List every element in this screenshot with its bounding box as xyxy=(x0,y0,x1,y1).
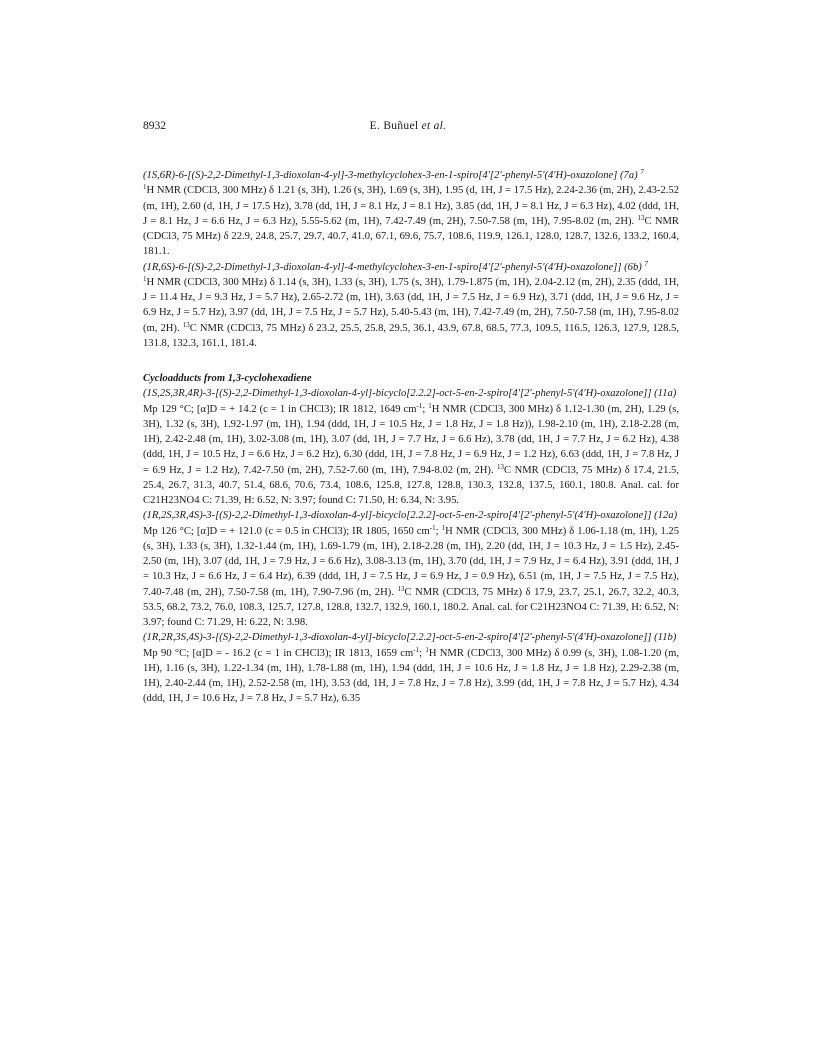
isotope-superscript: 1 xyxy=(441,523,446,532)
characterization-data xyxy=(143,402,679,509)
compound-title xyxy=(143,260,679,275)
compound-entry-11a xyxy=(143,386,679,508)
separator-text: ; xyxy=(435,525,442,537)
isotope-superscript: 1 xyxy=(143,274,147,283)
isotope-superscript: 13 xyxy=(497,462,505,471)
reference-marker: 7 xyxy=(644,259,648,268)
unit-superscript: -1 xyxy=(416,401,423,410)
compound-title-text: (1R,6S)-6-[(S)-2,2-Dimethyl-1,3-dioxolan-4-yl]-4-methylcyclohex-3-en-1-spiro[4'[2'-phenyl-5'(4'H)-oxazolone]] (6b) xyxy=(143,261,642,273)
characterization-data xyxy=(143,524,679,631)
isotope-superscript: 13 xyxy=(397,584,405,593)
isotope-superscript: 1 xyxy=(143,183,147,192)
compound-title xyxy=(143,168,679,183)
separator-text: ; xyxy=(419,647,426,659)
isotope-superscript: 1 xyxy=(428,401,432,410)
c-nmr-text: C NMR (CDCl3, 75 MHz) δ 17.4, 21.5, 25.4, 26.7, 31.3, 40.7, 51.4, 68.6, 70.6, 73.4, 108.6, 125.8, 127.8, 128.8, 130.3, 132.8, 137.5, 160.1, 180.8. Anal. cal. for C21H23NO4 C: 71.39, H: 6.52, N: 3.97; found C: 71.50, H: 6.34, N: 3.95. xyxy=(143,464,679,506)
compound-title: (1S,2S,3R,4R)-3-[(S)-2,2-Dimethyl-1,3-dioxolan-4-yl]-bicyclo[2.2.2]-oct-5-en-2-spiro[4'[2'-phenyl-5'(4'H)-oxazolone]] (11a) xyxy=(143,388,677,400)
h-nmr-text: H NMR (CDCl3, 300 MHz) δ 1.12-1.30 (m, 2H), 1.29 (s, 3H), 1.32 (s, 3H), 1.92-1.97 (m, 1H), 1.94 (ddd, 1H, J = 10.5 Hz, J = 1.8 Hz, J = 1.8 Hz)), 1.98-2.10 (m, 1H), 2.18-2.28 (m, 1H), 2.42-2.48 (m, 1H), 3.02-3.08 (m, 1H), 3.07 (dd, 1H, J = 7.7 Hz, J = 6.6 Hz), 3.78 (dd, 1H, J = 7.7 Hz, J = 6.2 Hz), 4.38 (ddd, 1H, J = 10.5 Hz, J = 6.6 Hz, J = 6.2 Hz), 6.30 (ddd, 1H, J = 7.8 Hz, J = 6.9 Hz, J = 1.2 Hz), 6.63 (ddd, 1H, J = 7.8 Hz, J = 6.9 Hz, J = 1.2 Hz), 7.42-7.50 (m, 2H), 7.52-7.60 (m, 1H), 7.94-8.02 (m, 2H). xyxy=(143,403,679,476)
section-heading: Cycloadducts from 1,3-cyclohexadiene xyxy=(143,373,312,384)
running-head-author: E. Buñuel xyxy=(369,120,419,132)
mp-ir-text: Mp 126 °C; [α]D = + 121.0 (c = 0.5 in CHCl3); IR 1805, 1650 cm xyxy=(143,525,430,537)
isotope-superscript: 13 xyxy=(637,213,645,222)
running-head-et-al: et al. xyxy=(421,120,447,132)
isotope-superscript: 1 xyxy=(425,645,429,654)
c-nmr-text: C NMR (CDCl3, 75 MHz) δ 22.9, 24.8, 25.7, 29.7, 40.7, 41.0, 67.1, 69.6, 75.7, 108.6, 119.9, 126.1, 128.0, 128.7, 132.6, 133.2, 160.4, 181.1. xyxy=(143,215,679,258)
compound-entry-12a xyxy=(143,508,679,630)
unit-superscript: -1 xyxy=(429,523,436,532)
compound-title: (1R,2S,3R,4S)-3-[(S)-2,2-Dimethyl-1,3-dioxolan-4-yl]-bicyclo[2.2.2]-oct-5-en-2-spiro[4'[2'-phenyl-5'(4'H)-oxazolone]] (12a) xyxy=(143,510,678,522)
h-nmr-text: H NMR (CDCl3, 300 MHz) δ 0.99 (s, 3H), 1.08-1.20 (m, 1H), 1.16 (s, 3H), 1.22-1.34 (m, 1H), 1.78-1.88 (m, 1H), 1.94 (ddd, 1H, J = 10.6 Hz, J = 1.8 Hz, J = 1.8 Hz), 2.29-2.38 (m, 1H), 2.40-2.44 (m, 1H), 2.52-2.58 (m, 1H), 3.53 (dd, 1H, J = 7.8 Hz, J = 7.8 Hz), 3.99 (dd, 1H, J = 7.8 Hz, J = 5.7 Hz), 4.34 (ddd, 1H, J = 10.6 Hz, J = 7.8 Hz, J = 5.7 Hz), 6.35 xyxy=(143,647,680,705)
running-head xyxy=(0,120,816,132)
c-nmr-text: C NMR (CDCl3, 75 MHz) δ 23.2, 25.5, 25.8, 29.5, 36.1, 43.9, 67.8, 68.5, 77.3, 109.5, 116.5, 126.3, 127.9, 128.5, 131.8, 132.3, 161.1, 181.4. xyxy=(143,322,679,349)
article-body xyxy=(143,168,679,707)
compound-title-text: (1S,6R)-6-[(S)-2,2-Dimethyl-1,3-dioxolan-4-yl]-3-methylcyclohex-3-en-1-spiro[4'[2'-phenyl-5'(4'H)-oxazolone] (7a) xyxy=(143,170,638,181)
compound-entry-7a xyxy=(143,168,679,260)
nmr-data xyxy=(143,275,679,351)
reference-marker: 7 xyxy=(640,168,644,176)
compound-entry-11b xyxy=(143,630,679,706)
separator-text: ; xyxy=(422,403,429,415)
nmr-data xyxy=(143,183,679,259)
characterization-data xyxy=(143,646,679,707)
c-nmr-text: C NMR (CDCl3, 75 MHz) δ 17.9, 23.7, 25.1, 26.7, 32.2, 40.3, 53.5, 68.2, 73.2, 76.0, 108.3, 125.7, 127.8, 128.8, 132.7, 132.9, 160.1, 180.2. Anal. cal. for C21H23NO4 C: 71.39, H: 6.52, N: 3.97; found C: 71.29, H: 6.22, N: 3.98. xyxy=(143,586,679,628)
mp-ir-text: Mp 90 °C; [α]D = - 16.2 (c = 1 in CHCl3); IR 1813, 1659 cm xyxy=(143,647,414,659)
isotope-superscript: 13 xyxy=(182,320,190,329)
compound-entry-6b xyxy=(143,260,679,352)
h-nmr-text: H NMR (CDCl3, 300 MHz) δ 1.14 (s, 3H), 1.33 (s, 3H), 1.75 (s, 3H), 1.79-1.875 (m, 1H), 2.04-2.12 (m, 2H), 2.35 (ddd, 1H, J = 11.4 Hz, J = 9.3 Hz, J = 5.7 Hz), 2.65-2.72 (m, 1H), 3.63 (dd, 1H, J = 7.5 Hz, J = 6.9 Hz), 3.71 (ddd, 1H, J = 9.6 Hz, J = 6.9 Hz, J = 5.7 Hz), 3.97 (dd, 1H, J = 7.5 Hz, J = 5.7 Hz), 5.40-5.43 (m, 1H), 7.42-7.49 (m, 2H), 7.50-7.58 (m, 1H), 7.95-8.02 (m, 2H). xyxy=(143,276,679,334)
page-number: 8932 xyxy=(143,120,166,132)
compound-title: (1R,2R,3S,4S)-3-[(S)-2,2-Dimethyl-1,3-dioxolan-4-yl]-bicyclo[2.2.2]-oct-5-en-2-spiro[4'[2'-phenyl-5'(4'H)-oxazolone]] (11b) xyxy=(143,632,677,644)
mp-ir-text: Mp 129 °C; [α]D = + 14.2 (c = 1 in CHCl3); IR 1812, 1649 cm xyxy=(143,403,417,415)
h-nmr-text: H NMR (CDCl3, 300 MHz) δ 1.21 (s, 3H), 1.26 (s, 3H), 1.69 (s, 3H), 1.95 (d, 1H, J = 17.5 Hz), 2.24-2.36 (m, 2H), 2.43-2.52 (m, 1H), 2.60 (d, 1H, J = 17.5 Hz), 3.78 (dd, 1H, J = 8.1 Hz, J = 8.1 Hz), 3.85 (dd, 1H, J = 8.1 Hz, J = 6.3 Hz), 4.02 (ddd, 1H, J = 8.1 Hz, J = 6.6 Hz, J = 6.3 Hz), 5.55-5.62 (m, 1H), 7.42-7.49 (m, 2H), 7.50-7.58 (m, 1H), 7.95-8.02 (m, 2H). xyxy=(143,185,679,227)
h-nmr-text: H NMR (CDCl3, 300 MHz) δ 1.06-1.18 (m, 1H), 1.25 (s, 3H), 1.33 (s, 3H), 1.32-1.44 (m, 1H), 1.69-1.79 (m, 1H), 2.18-2.28 (m, 1H), 2.20 (dd, 1H, J = 10.3 Hz, J = 1.5 Hz), 2.45-2.50 (m, 1H), 3.07 (dd, 1H, J = 7.9 Hz, J = 6.6 Hz), 3.08-3.13 (m, 1H), 3.70 (dd, 1H, J = 7.9 Hz, J = 6.4 Hz), 3.91 (ddd, 1H, J = 10.3 Hz, J = 6.6 Hz, J = 6.4 Hz), 6.39 (ddd, 1H, J = 7.5 Hz, J = 6.9 Hz, J = 0.9 Hz), 6.51 (m, 1H, J = 7.5 Hz, J = 7.5 Hz), 7.40-7.48 (m, 2H), 7.50-7.58 (m, 1H), 7.90-7.96 (m, 2H). xyxy=(143,525,679,598)
unit-superscript: -1 xyxy=(413,645,420,654)
